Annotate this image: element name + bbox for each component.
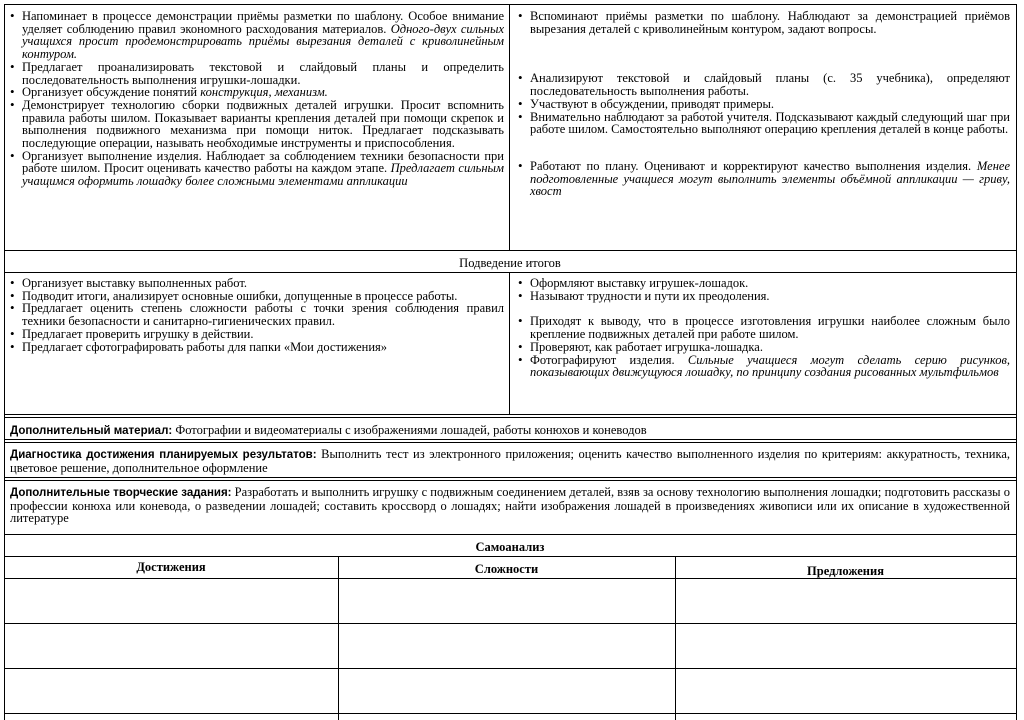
teacher-activities-cell xyxy=(10,10,504,188)
divider xyxy=(4,480,1016,481)
divider xyxy=(4,556,1016,557)
extra-material-row: Дополнительный материал: Фотографии и видеоматериалы с изображениями лошадей, работы конюхов и коневодов xyxy=(10,423,647,437)
lesson-plan-sheet xyxy=(4,4,1018,720)
table-row-divider xyxy=(4,668,1016,669)
column-divider xyxy=(675,556,676,720)
column-divider xyxy=(509,4,510,250)
column-divider xyxy=(338,556,339,720)
list-item: • Предлагает проанализировать текстовой и слайдовый планы и определить последовательность выполнения игрушки-лошадки. xyxy=(10,61,504,86)
table-border-left xyxy=(4,4,5,720)
list-item: • Работают по плану. Оценивают и корректируют качество выполнения изделия. Менее подготовленные учащиеся могут выполнить элементы объёмной аппликации — гриву, хвост xyxy=(518,160,1010,198)
column-header-achievements: Достижения xyxy=(136,560,206,574)
summary-student-cell xyxy=(518,277,1010,379)
table-border-right xyxy=(1016,4,1017,720)
list-item: • Проверяют, как работает игрушка-лошадка. xyxy=(518,341,1010,354)
table-border-top xyxy=(4,4,1016,5)
divider xyxy=(4,439,1016,440)
summary-teacher-cell xyxy=(10,277,504,353)
divider xyxy=(4,477,1016,478)
table-row-divider xyxy=(4,578,1016,579)
diagnostics-label: Диагностика достижения планируемых результатов: xyxy=(10,449,317,461)
list-item: • Предлагает сфотографировать работы для папки «Мои достижения» xyxy=(10,341,504,354)
list-item: • Называют трудности и пути их преодоления. xyxy=(518,290,1010,303)
list-item: • Напоминает в процессе демонстрации приёмы разметки по шаблону. Особое внимание уделяет соблюдению правил экономного расходования материалов. Одного-двух сильных учащихся просит продемонстрировать приёмы вырезания деталей с криволинейным контуром. xyxy=(10,10,504,61)
list-item: • Участвуют в обсуждении, приводят примеры. xyxy=(518,98,1010,111)
list-item: • Оформляют выставку игрушек-лошадок. xyxy=(518,277,1010,290)
divider xyxy=(4,414,1016,415)
list-item: • Организует обсуждение понятий конструкция, механизм. xyxy=(10,86,504,99)
table-row-divider xyxy=(4,713,1016,714)
list-item: • Внимательно наблюдают за работой учителя. Подсказывают каждый следующий шаг при работе шилом. Самостоятельно выполняют операцию крепления деталей в конце работы. xyxy=(518,111,1010,136)
column-header-suggestions: Предложения xyxy=(807,564,884,578)
divider xyxy=(4,272,1016,273)
creative-tasks-label: Дополнительные творческие задания: xyxy=(10,487,232,499)
list-item: • Фотографируют изделия. Сильные учащиеся могут сделать серию рисунков, показывающих движущуюся лошадку, по принципу создания рисованных мультфильмов xyxy=(518,354,1010,379)
divider xyxy=(4,250,1016,251)
divider xyxy=(4,417,1016,418)
divider xyxy=(4,442,1016,443)
student-activities-cell xyxy=(518,10,1010,198)
list-item: • Демонстрирует технологию сборки подвижных деталей игрушки. Просит вспомнить правила работы шилом. Показывает варианты крепления деталей при помощи скрепок и выполнения подвижного механизма при помощи ниток. Предлагает подсказывать последующие операции, называть необходимые инструменты и приспособления. xyxy=(10,99,504,150)
table-row-divider xyxy=(4,623,1016,624)
creative-tasks-row: Дополнительные творческие задания: Разработать и выполнить игрушку с подвижным соединением деталей, взяв за основу технологию выполнения лошадки; подготовить рассказы о профессии конюха или коневода, о разведении лошадей; составить кроссворд о лошадях; найти изображения лошадей в произведениях живописи или их описание в художественной литературе xyxy=(10,485,1010,526)
list-item: • Анализируют текстовой и слайдовый планы (с. 35 учебника), определяют последовательность выполнения работы. xyxy=(518,72,1010,97)
self-analysis-title: Самоанализ xyxy=(475,540,545,554)
section-heading: Подведение итогов xyxy=(459,256,561,270)
list-item: • Предлагает проверить игрушку в действии. xyxy=(10,328,504,341)
diagnostics-row: Диагностика достижения планируемых результатов: Выполнить тест из электронного приложения; оценить качество выполненного изделия по критериям: аккуратность, техника, цветовое решение, дополнительное оформление xyxy=(10,447,1011,475)
extra-material-label: Дополнительный материал: xyxy=(10,425,173,437)
list-item: • Организует выставку выполненных работ. xyxy=(10,277,504,290)
column-divider xyxy=(509,272,510,414)
divider xyxy=(4,534,1016,535)
list-item: • Предлагает оценить степень сложности работы с точки зрения соблюдения правил техники безопасности и санитарно-гигиенических правил. xyxy=(10,302,504,327)
list-item: • Вспоминают приёмы разметки по шаблону. Наблюдают за демонстрацией приёмов вырезания деталей с криволинейным контуром, задают вопросы. xyxy=(518,10,1010,35)
list-item: • Организует выполнение изделия. Наблюдает за соблюдением техники безопасности при работе шилом. Просит оценивать качество работы на каждом этапе. Предлагает сильным учащимся оформить лошадку более сложными элементами аппликации xyxy=(10,150,504,188)
column-header-difficulties: Сложности xyxy=(474,562,539,576)
list-item: • Подводит итоги, анализирует основные ошибки, допущенные в процессе работы. xyxy=(10,290,504,303)
list-item: • Приходят к выводу, что в процессе изготовления игрушки наиболее сложным было крепление подвижных деталей при работе шилом. xyxy=(518,315,1010,340)
